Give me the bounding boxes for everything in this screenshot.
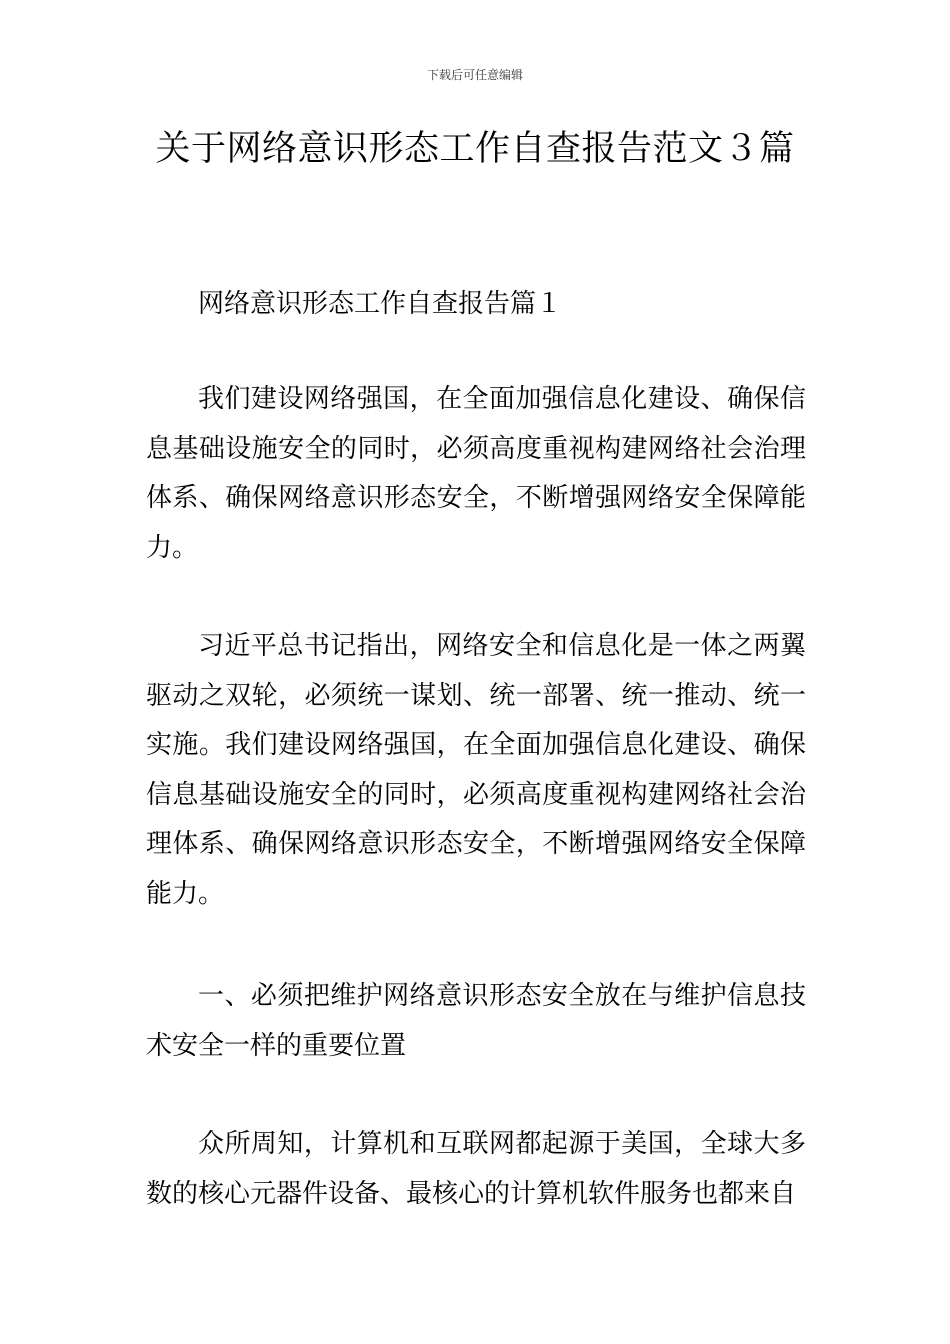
section-heading-text: 网络意识形态工作自查报告篇１ xyxy=(198,289,563,319)
header-note: 下载后可任意编辑 xyxy=(426,68,523,82)
paragraph-4 xyxy=(146,1120,806,1219)
document-title: 关于网络意识形态工作自查报告范文３篇 xyxy=(155,129,795,169)
paragraph-1 xyxy=(146,375,806,573)
paragraph-3-heading xyxy=(146,972,806,1071)
paragraph-text: 我们建设网络强国，在全面加强信息化建设、确保信息基础设施安全的同时，必须高度重视构建网络社会治理体系、确保网络意识形态安全，不断增强网络安全保障能力。 xyxy=(146,384,806,563)
paragraph-text: 习近平总书记指出，网络安全和信息化是一体之两翼驱动之双轮，必须统一谋划、统一部署、统一推动、统一实施。我们建设网络强国，在全面加强信息化建设、确保信息基础设施安全的同时，必须高度重视构建网络社会治理体系、确保网络意识形态安全，不断增强网络安全保障能力。 xyxy=(146,631,806,909)
section-heading xyxy=(146,280,806,330)
paragraph-text: 众所周知，计算机和互联网都起源于美国，全球大多数的核心元器件设备、最核心的计算机软件服务也都来自 xyxy=(146,1129,806,1209)
paragraph-text: 一、必须把维护网络意识形态安全放在与维护信息技术安全一样的重要位置 xyxy=(146,981,806,1061)
paragraph-2 xyxy=(146,622,806,919)
